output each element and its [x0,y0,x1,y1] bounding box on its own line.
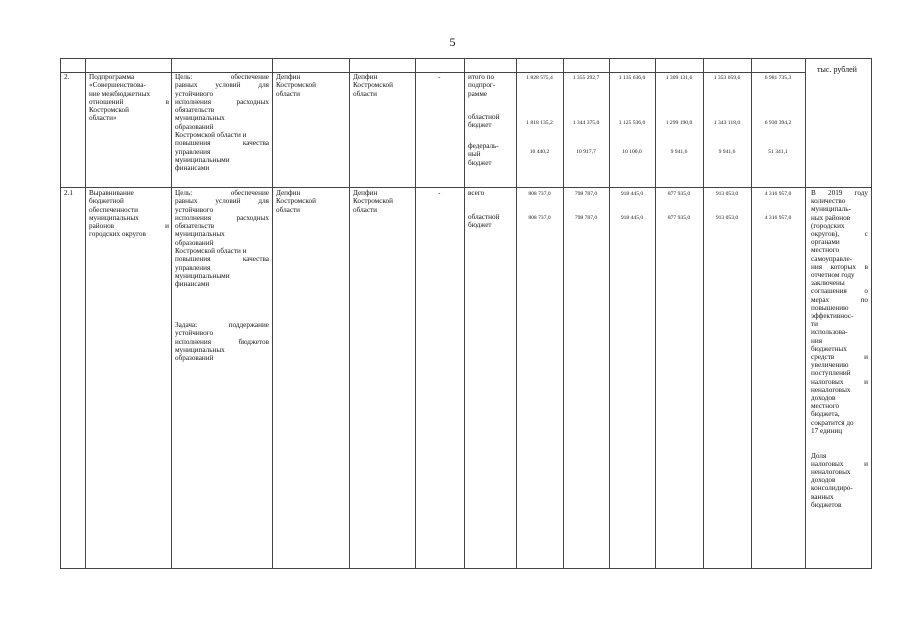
text-line: ных районов [811,213,851,222]
amount-cell: 918 445,0 [620,191,644,197]
amount-cell: 877 935,0 [667,191,691,197]
column-divider [349,58,350,569]
text-line: муниципальных [89,213,139,222]
text-line: заключены [811,279,845,288]
task-text [175,321,269,362]
amount-cell: 1 135 636,0 [618,75,646,81]
text-line: местного [811,402,840,411]
amount-cell: 10 917,7 [576,149,596,155]
amount-cell: 808 737,0 [528,191,551,197]
amount-cell: 9 941,6 [718,149,736,155]
column-divider [563,58,564,569]
text-line: доходов [811,394,836,403]
text-line: итого по [468,73,495,81]
amount-cell: 1 344 375,0 [572,120,600,126]
text-line: обеспеченности [89,205,139,214]
amount-total: 51 341,1 [768,149,788,155]
amount-cell: 1 828 575,4 [526,75,553,81]
text-line: Костромской области и [175,247,247,256]
text-line: области [353,89,378,98]
text-line: «Совершенствова- [89,81,146,90]
text-line: Задача: поддержание [175,321,269,329]
amount-cell: 1 125 536,0 [618,120,646,126]
text-line: ние межбюджетных [89,89,151,98]
text-line: сократится до [811,418,854,427]
text-line: области [276,205,301,214]
text-line: обязательств [175,106,215,115]
text-line: Костромской области и [175,131,247,140]
amount-cell: 1 353 059,6 [713,75,741,81]
funding-source [468,142,514,167]
text-line: доходов [811,476,836,485]
text-line: ния которых в [811,262,868,271]
text-line: местного [811,246,840,255]
text-line: повышению [811,303,849,312]
amount-cell: 877 935,0 [667,215,691,221]
amount-cell: 798 787,0 [574,191,598,197]
amount-total: 6 981 735,3 [764,75,792,81]
text-line: бюджетных [811,344,847,353]
amount-cell: 9 941,6 [670,149,688,155]
text-line: увеличению [811,361,849,370]
text-line: муниципальных [175,345,225,354]
amount-cell: 913 053,0 [715,215,739,221]
text-line: финансами [175,280,210,289]
column-divider [655,58,656,569]
amount-cell: 10 100,0 [622,149,642,155]
text-line: управления [175,263,211,272]
unit-label: тыс. рублей [817,65,857,74]
text-line: всего [468,189,485,197]
amount-cell: 913 053,0 [715,191,739,197]
text-line: подпрог- [468,81,496,90]
column-divider [609,58,610,569]
text-line: Цель: обеспечение [175,73,269,81]
text-line: Костромской [353,197,393,206]
text-line: бюджета, [811,410,840,419]
column-divider [171,58,172,569]
text-line: муниципальными [175,155,230,164]
funding-source [468,213,514,230]
amount-cell: 1 343 118,0 [713,120,741,126]
text-line: округов), с [811,230,868,239]
text-line: Костромской [276,81,316,90]
text-line: Депфин [276,189,301,197]
text-line: муниципаль- [811,205,851,214]
subprogram-name [89,73,169,123]
text-line: рамме [468,89,488,98]
text-line: бюджет [468,158,492,167]
text-line: отчетном году [811,271,855,280]
dash: - [438,73,441,81]
text-line: налоговых и [811,459,868,468]
text-line: областной [468,213,500,221]
text-line: бюджет [468,121,492,130]
column-divider [85,58,86,569]
text-line: устойчивого [175,205,214,214]
column-divider [272,58,273,569]
column-divider [751,58,752,569]
column-divider [703,58,704,569]
text-line: налоговых и [811,377,868,386]
activity-name [89,189,169,239]
text-line: эффективнос- [811,312,854,321]
text-line: финансами [175,164,210,173]
text-line: консолидиро- [811,484,853,493]
text-line: образований [175,354,214,363]
text-line: городских округов [89,230,146,239]
text-line: равных условий для [175,81,269,90]
text-line: повышения качества [175,255,269,264]
text-line: области [353,205,378,214]
goal-text [175,189,269,289]
text-line: муниципальных [175,114,225,123]
text-line: исполнения расходных [175,213,269,222]
text-line: Подпрограмма [89,73,135,81]
amount-total: 4 316 957,0 [764,191,792,197]
text-line: повышения качества [175,139,269,148]
text-line: Депфин [353,189,378,197]
table-bottom-border [60,568,872,569]
text-line: образований [175,238,214,247]
text-line: Выравнивание [89,189,134,197]
text-line: Доля [811,451,827,460]
text-line: Депфин [276,73,301,81]
text-line: средств и [811,353,868,362]
amount-cell: 918 445,0 [620,215,644,221]
text-line: области [276,89,301,98]
text-line: неналоговых [811,385,851,394]
amount-total: 6 930 394,2 [764,120,792,126]
co-executor [353,189,413,214]
amount-cell: 1 309 131,6 [665,75,693,81]
column-divider [805,58,806,569]
text-line: В 2019 году [811,189,868,197]
funding-source [468,73,514,98]
text-line: бюджетной [89,197,124,206]
text-line: устойчивого [175,329,214,338]
table-border [871,58,872,569]
text-line: Цель: обеспечение [175,189,269,197]
text-line: ния [811,336,822,345]
amount-total: 4 316 957,0 [764,215,792,221]
text-line: обязательств [175,222,215,231]
dash: - [438,189,441,197]
text-line: муниципальных [175,230,225,239]
text-line: отношений в [89,97,169,106]
text-line: Костромской [89,106,129,115]
text-line: Костромской [353,81,393,90]
amount-cell: 10 440,2 [529,149,550,155]
column-divider [464,58,465,569]
text-line: управления [175,147,211,156]
text-line: неналоговых [811,467,851,476]
text-line: самоуправле- [811,254,853,263]
text-line: Костромской [276,197,316,206]
executor [276,189,346,214]
page-number: 5 [449,35,456,49]
text-line: исполнения бюджетов [175,337,269,346]
text-line: органами [811,238,840,247]
column-divider [516,58,517,569]
text-line: соглашения о [811,287,868,296]
goal-text [175,73,269,173]
text-line: образований [175,122,214,131]
text-line: 17 единиц [811,426,843,435]
text-line: бюджет [468,221,492,230]
amount-cell: 798 787,0 [574,215,598,221]
text-line: районов и [89,222,169,231]
text-line [811,435,868,443]
row-number: 2.1 [64,189,73,197]
co-executor [353,73,413,98]
text-line: мерах по [811,295,868,304]
amount-cell: 1 355 292,7 [572,75,600,81]
text-line: поступлений [811,369,851,378]
row-divider [60,72,805,73]
text-line: Депфин [353,73,378,81]
text-line: количество [811,197,846,206]
amount-cell: 1 299 190,0 [665,120,693,126]
text-line: устойчивого [175,89,214,98]
text-line: равных условий для [175,197,269,206]
expected-result [811,189,868,509]
funding-source [468,113,514,130]
funding-source [468,189,514,197]
row-divider [60,187,872,188]
text-line: (городских [811,221,845,230]
column-divider [415,58,416,569]
text-line: исполнения расходных [175,97,269,106]
amount-cell: 1 818 135,2 [526,120,553,126]
text-line: ванных [811,492,834,501]
text-line: бюджетов [811,500,842,509]
row-number: 2. [64,73,70,81]
amount-cell: 808 737,0 [528,215,551,221]
text-line: муниципальными [175,271,230,280]
table-top-border [60,58,872,59]
table-border [60,58,61,569]
executor [276,73,346,98]
text-line: ти [811,320,818,329]
text-line: ный [468,150,481,159]
text-line [811,443,868,451]
text-line: использова- [811,328,848,337]
text-line: области» [89,114,117,123]
text-line: областной [468,113,500,121]
text-line: федераль- [468,142,499,150]
